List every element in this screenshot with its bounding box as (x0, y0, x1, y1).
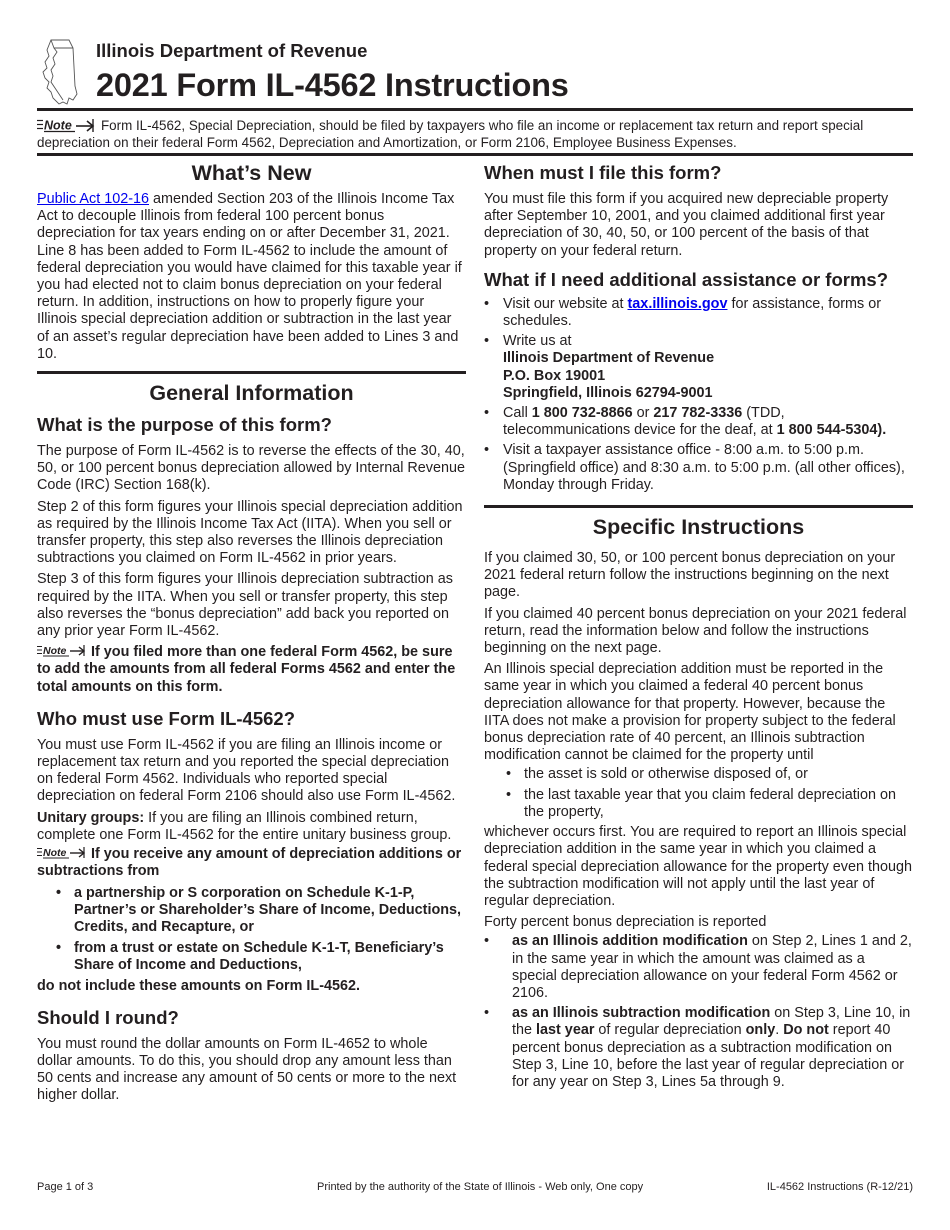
left-column (37, 160, 466, 1105)
specific-paragraph-4: whichever occurs first. You are required to report an Illinois special depreciation addition in the same year in which you claimed a federal special depreciation allowance for the property even though the subtraction modification will not apply until the last year of regular depreciation. (484, 824, 912, 909)
list-item: • a partnership or S corporation on Schedule K-1-P, Partner’s or Shareholder’s Share of Income, Deductions, Credits, and Recapture, or (56, 884, 462, 935)
who-must-use-heading: Who must use Form IL-4562? (37, 707, 296, 729)
specific-instructions-title: Specific Instructions (592, 515, 805, 540)
who-note: Note If you receive any amount of depreciation additions or subtractions from (37, 846, 462, 880)
purpose-paragraph-3: Step 3 of this form figures your Illinois depreciation subtraction as required by the IITA. When you sell or transfer property, this step also reverses the “bonus depreciation” add back you reported on any prior year Form IL-4562. (37, 571, 453, 640)
page-number: Page 1 of 3 (37, 1181, 94, 1193)
agency-name: Illinois Department of Revenue (96, 40, 368, 61)
until-conditions-list (484, 766, 913, 821)
note-arrow-icon (37, 846, 87, 860)
page-header (37, 38, 913, 110)
list-item: • Visit our website at tax.illinois.gov for assistance, forms or schedules. (484, 295, 882, 330)
whats-new-paragraph: Public Act 102-16 amended Section 203 of the Illinois Income Tax Act to decouple Illinois from federal 100 percent bonus depreciation for tax years ending on or after December 31, 2021. Line 8 has been added to Form IL-4562 to include the amount of federal depreciation you would have claimed for this taxable year if you had elected not to claim bonus depreciation on your federal return. In addition, instructions on how to properly figure your Illinois special depreciation addition or subtraction in the last year of an asset’s regular depreciation have been added to Lines 3 and 10. (37, 191, 462, 362)
list-item: • as an Illinois subtraction modification on Step 3, Line 10, in the last year of regular depreciation only. Do not report 40 percent bonus depreciation as a subtraction modification on Step 3, Line 10, before the last year of regular depreciation or for any year on Step 3, Lines 5a through 9. (484, 1005, 911, 1090)
list-item: • Call 1 800 732-8866 or 217 782-3336 (TDD, telecommunications device for the deaf, at 1 800 544-5304). (484, 405, 887, 439)
purpose-heading: What is the purpose of this form? (37, 414, 332, 436)
phone-number: 1 800 732-8866 (531, 405, 633, 422)
purpose-note: Note If you filed more than one federal Form 4562, be sure to add the amounts from all federal Forms 4562 and enter the total amounts on this form. (37, 644, 456, 695)
header-divider (37, 108, 913, 111)
svg-text:Note: Note (44, 118, 72, 133)
address-line: P.O. Box 19001 (503, 367, 606, 384)
reporting-list (484, 933, 913, 1091)
list-item: • Write us at Illinois Department of Revenue P.O. Box 19001 Springfield, Illinois 62794-9001 (484, 333, 715, 401)
who-closing: do not include these amounts on Form IL-4562. (37, 977, 361, 994)
general-information-title: General Information (149, 381, 354, 406)
svg-text:Note: Note (43, 847, 67, 860)
form-revision: IL-4562 Instructions (R-12/21) (766, 1181, 913, 1193)
note-divider (37, 153, 913, 156)
note-arrow-icon (37, 644, 87, 658)
svg-text:Note: Note (43, 645, 67, 658)
address-line: Illinois Department of Revenue (503, 350, 715, 367)
unitary-groups-paragraph: Unitary groups: If you are filing an Illinois combined return, complete one Form IL-4562 for the entire unitary business group. (37, 809, 452, 843)
phone-number: 217 782-3336 (653, 405, 743, 422)
section-divider (484, 505, 913, 508)
when-paragraph: You must file this form if you acquired new depreciable property after September 10, 2001, and you claimed additional first year depreciation of 30, 40, 50, or 100 percent of the basis of that property on your federal return. (484, 191, 889, 259)
print-authority: Printed by the authority of the State of Illinois - Web only, One copy (317, 1181, 644, 1193)
whats-new-title: What’s New (191, 161, 312, 185)
specific-paragraph-1: If you claimed 30, 50, or 100 percent bonus depreciation on your 2021 federal return follow the instructions beginning on the next page. (484, 550, 896, 601)
list-item: • the last taxable year that you claim federal depreciation on the property, (506, 786, 896, 820)
specific-paragraph-3: An Illinois special depreciation addition must be reported in the same year in which you claimed a federal 40 percent bonus depreciation allowance for that property. However, because the IITA does not make a provision for property subject to the federal bonus depreciation rate of 40 percent, an Illinois subtraction modification cannot be claimed for the property until (484, 661, 896, 764)
section-divider (37, 371, 466, 374)
page-title: 2021 Form IL-4562 Instructions (96, 67, 569, 103)
specific-paragraph-5: Forty percent bonus depreciation is reported (484, 914, 767, 931)
phone-number: 1 800 544-5304). (776, 422, 887, 439)
who-paragraph: You must use Form IL-4562 if you are filing an Illinois income or replacement tax return and you reported the special depreciation on federal Form 4562. Individuals who reported special depreciation on federal Form 2106 should also use Form IL-4562. (37, 736, 456, 805)
right-column (484, 160, 913, 1091)
when-heading: When must I file this form? (484, 162, 722, 183)
purpose-paragraph-1: The purpose of Form IL-4562 is to reverse the effects of the 30, 40, 50, or 100 percent bonus depreciation allowed by Internal Revenue Code (IRC) Section 168(k). (37, 443, 466, 494)
list-item: • Visit a taxpayer assistance office - 8:00 a.m. to 5:00 p.m. (Springfield office) and 8:30 a.m. to 5:00 p.m. (all other offices), Monday through Friday. (484, 442, 905, 493)
public-act-link[interactable]: Public Act 102-16 (37, 191, 149, 207)
assistance-heading: What if I need additional assistance or forms? (484, 268, 888, 290)
specific-paragraph-2: If you claimed 40 percent bonus depreciation on your 2021 federal return, read the information below and follow the instructions beginning on the next page. (484, 605, 907, 657)
round-paragraph: You must round the dollar amounts on Form IL-4652 to whole dollar amounts. To do this, you should drop any amount less than 50 cents and increase any amount of 50 cents or more to the next higher dollar. (37, 1035, 457, 1104)
address-line: Springfield, Illinois 62794-9001 (503, 384, 713, 401)
list-item: • the asset is sold or otherwise disposed of, or (506, 766, 808, 783)
k1-bullet-list (37, 885, 466, 975)
note-banner-text: Form IL-4562, Special Depreciation, should be filed by taxpayers who file an income or replacement tax return and report special depreciation on their federal Form 4562, Depreciation and Amortization, or Form 2106, Employee Business Expenses. (37, 118, 864, 150)
purpose-paragraph-2: Step 2 of this form figures your Illinois special depreciation addition as required by the Illinois Income Tax Act (IITA). When you sell or transfer property, this step also reverses the Illinois depreciation subtractions you claimed on Form IL-4562 in prior years. (37, 498, 463, 567)
note-banner (37, 117, 913, 151)
list-item: • as an Illinois addition modification on Step 2, Lines 1 and 2, in the same year in which the amount was claimed as a special depreciation allowance on your federal Form 4562 or 2106. (484, 933, 912, 1001)
round-heading: Should I round? (37, 1006, 179, 1028)
illinois-state-outline-icon (39, 38, 83, 106)
assistance-list (484, 296, 913, 494)
list-item: • from a trust or estate on Schedule K-1-T, Beneficiary’s Share of Income and Deductions, (56, 940, 444, 974)
note-arrow-icon (37, 118, 97, 132)
website-link[interactable]: tax.illinois.gov (627, 295, 728, 312)
